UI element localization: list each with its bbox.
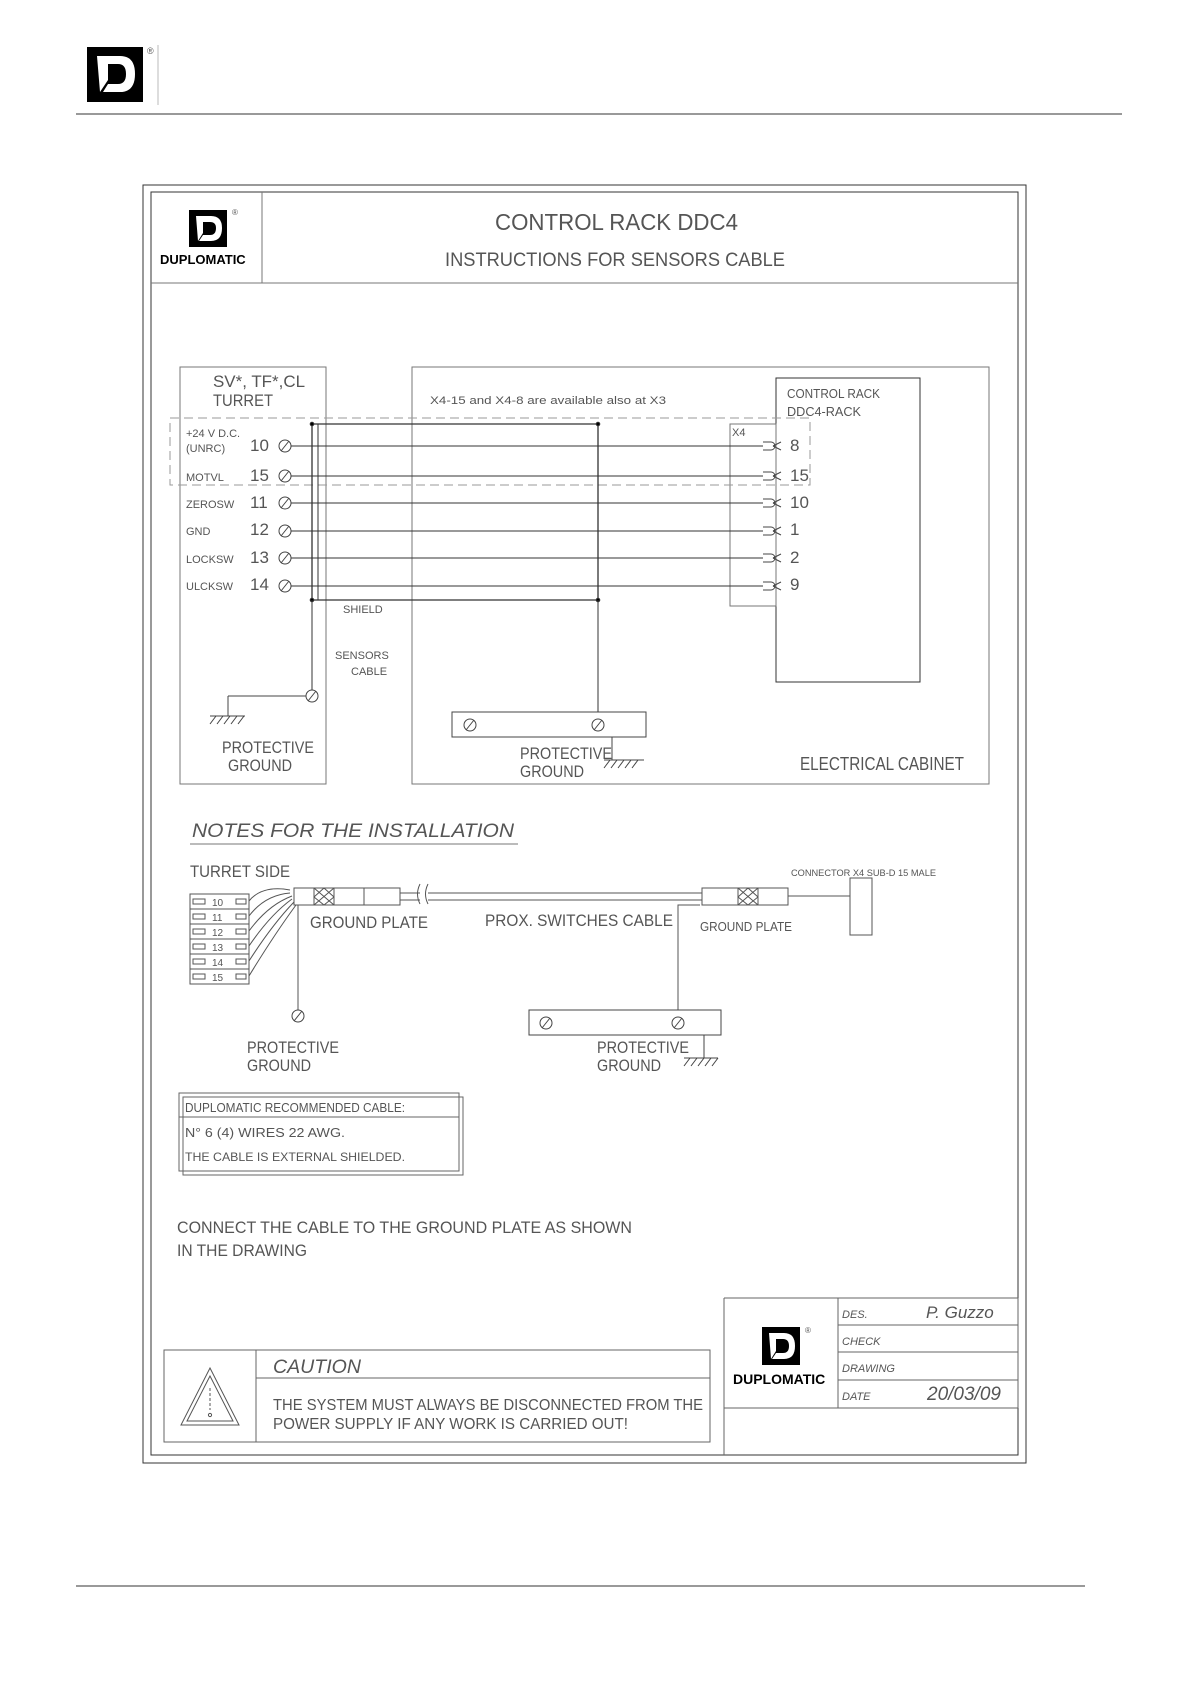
turret-pin-number: 11	[250, 493, 268, 512]
rack-pin-number: 9	[790, 575, 800, 594]
header-registered-mark: ®	[147, 46, 154, 56]
notes-left-ground-icon	[292, 1010, 304, 1022]
rack-pin-number: 2	[790, 548, 800, 567]
turret-protective-label: PROTECTIVE	[222, 738, 314, 757]
electrical-cabinet-box	[412, 367, 989, 784]
turret-label: TURRET	[213, 391, 273, 410]
cabinet-note: X4-15 and X4-8 are available also at X3	[430, 395, 666, 407]
signal-name: MOTVL	[186, 472, 224, 484]
rack-pin-terminals-icon	[763, 442, 781, 590]
des-label: DES.	[842, 1309, 868, 1321]
turret-ground-icon	[210, 690, 318, 724]
signal-name: GND	[186, 526, 211, 538]
title-logo-icon	[189, 210, 227, 247]
drawing-subtitle: INSTRUCTIONS FOR SENSORS CABLE	[445, 250, 785, 271]
sensors-cable-label-2: CABLE	[351, 666, 388, 678]
drawing-label: DRAWING	[842, 1363, 895, 1375]
signal-name: +24 V D.C.	[186, 428, 241, 440]
turret-pin-number: 13	[250, 548, 269, 567]
instruction-line1: CONNECT THE CABLE TO THE GROUND PLATE AS SHOWN	[177, 1218, 632, 1237]
turret-pin-number: 15	[250, 466, 269, 485]
title-block-registered-mark: ®	[805, 1326, 811, 1335]
strip-pin-label: 11	[212, 913, 223, 924]
recommended-cable-title: DUPLOMATIC RECOMMENDED CABLE:	[185, 1100, 405, 1115]
control-rack-label: CONTROL RACK	[787, 386, 881, 401]
notes-left-protective-label: PROTECTIVE	[247, 1038, 339, 1057]
date-label: DATE	[842, 1391, 871, 1403]
drawing-title: CONTROL RACK DDC4	[495, 209, 739, 235]
rack-pin-number: 8	[790, 436, 800, 455]
date-value: 20/03/09	[927, 1384, 1001, 1405]
signal-row	[186, 575, 799, 594]
signal-wires	[291, 446, 763, 586]
notes-left-ground-label: GROUND	[247, 1056, 311, 1075]
prox-switches-cable-drawing	[249, 878, 872, 1010]
signal-name: ULCKSW	[186, 581, 234, 593]
turret-ground-label: GROUND	[228, 756, 292, 775]
caution-line1: THE SYSTEM MUST ALWAYS BE DISCONNECTED FROM THE	[273, 1397, 703, 1414]
title-block-brand-name: DUPLOMATIC	[733, 1371, 826, 1387]
turret-label-models: SV*, TF*,CL	[213, 372, 305, 391]
instruction-line2: IN THE DRAWING	[177, 1241, 307, 1260]
strip-pin-label: 12	[212, 928, 224, 939]
rack-pin-number: 15	[790, 466, 809, 485]
ground-plate-left-label: GROUND PLATE	[310, 913, 428, 932]
signal-row	[186, 428, 799, 455]
connector-x4-note-label: CONNECTOR X4 SUB-D 15 MALE	[791, 868, 936, 878]
signal-row	[186, 520, 799, 539]
notes-heading: NOTES FOR THE INSTALLATION	[192, 821, 515, 842]
prox-switches-cable-label: PROX. SWITCHES CABLE	[485, 911, 673, 930]
notes-right-ground-label: GROUND	[597, 1056, 661, 1075]
signal-name: ZEROSW	[186, 499, 235, 511]
connector-x4-block	[730, 424, 776, 606]
signal-name-sub: (UNRC)	[186, 443, 226, 455]
rack-pin-number: 10	[790, 493, 809, 512]
des-value: P. Guzzo	[926, 1303, 994, 1322]
recommended-cable-line2: THE CABLE IS EXTERNAL SHIELDED.	[185, 1150, 405, 1164]
shield-label: SHIELD	[343, 604, 383, 616]
check-label: CHECK	[842, 1336, 881, 1348]
turret-pin-number: 14	[250, 575, 269, 594]
title-block-logo-icon	[762, 1327, 800, 1365]
sensors-cable-label: SENSORS	[335, 650, 389, 662]
strip-pin-label: 15	[212, 973, 224, 984]
strip-pin-label: 10	[212, 898, 224, 909]
warning-triangle-icon	[181, 1368, 239, 1425]
notes-right-protective-label: PROTECTIVE	[597, 1038, 689, 1057]
control-rack-model: DDC4-RACK	[787, 404, 862, 419]
caution-line2: POWER SUPPLY IF ANY WORK IS CARRIED OUT!	[273, 1416, 628, 1433]
turret-terminal-screws-icon	[279, 440, 291, 592]
turret-pin-number: 10	[250, 436, 269, 455]
turret-side-label: TURRET SIDE	[190, 862, 290, 881]
cabinet-protective-label: PROTECTIVE	[520, 744, 612, 763]
title-registered-mark: ®	[232, 208, 238, 217]
cabinet-label: ELECTRICAL CABINET	[800, 754, 964, 774]
recommended-cable-line1: N° 6 (4) WIRES 22 AWG.	[185, 1125, 345, 1140]
signal-name: LOCKSW	[186, 554, 234, 566]
cabinet-ground-label: GROUND	[520, 762, 584, 781]
rack-pin-number: 1	[790, 520, 800, 539]
strip-pin-label: 14	[212, 958, 224, 969]
ground-plate-right-label: GROUND PLATE	[700, 919, 793, 934]
turret-pin-number: 12	[250, 520, 269, 539]
title-brand-name: DUPLOMATIC	[160, 252, 246, 267]
caution-title: CAUTION	[273, 1357, 362, 1378]
strip-pin-label: 13	[212, 943, 224, 954]
connector-x4-label: X4	[732, 427, 746, 439]
